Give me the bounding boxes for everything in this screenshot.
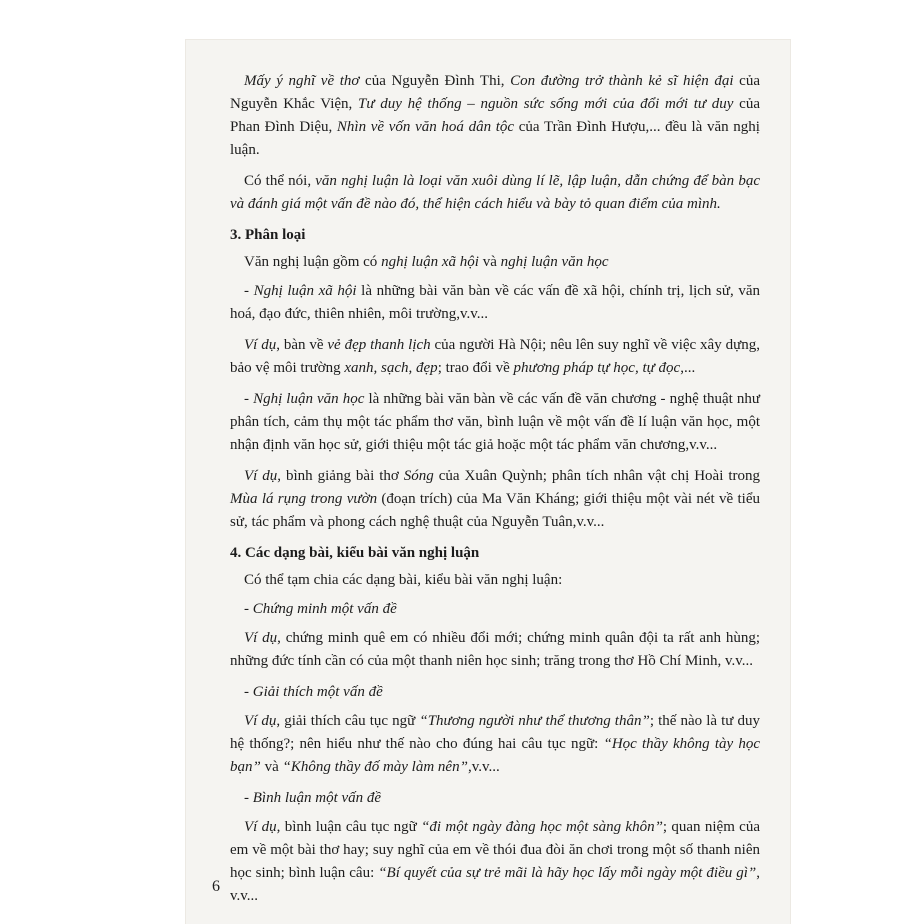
body-paragraph bbox=[230, 170, 760, 216]
section-heading bbox=[230, 224, 760, 247]
italic-text: “Bí quyết của sự trẻ mãi là hãy học lấy mỗi ngày một điều gì” bbox=[378, 865, 757, 881]
body-paragraph bbox=[230, 388, 760, 457]
text-run: là những bài văn bàn về các vấn đề xã hội, chính trị, lịch sử, văn hoá, đạo đức, thiên nhiên, môi trường,v.v... bbox=[230, 283, 761, 322]
italic-text: văn nghị luận là loại văn xuôi dùng lí lẽ, lập luận, dẫn chứng để bàn bạc và đánh giá một vấn đề nào đó, thể hiện cách hiểu và bày tỏ quan điểm của mình. bbox=[230, 173, 760, 212]
italic-text: Sóng bbox=[403, 468, 434, 484]
page-body-text bbox=[230, 70, 760, 916]
text-run: Có thể tạm chia các dạng bài, kiểu bài văn nghị luận: bbox=[244, 572, 563, 588]
text-run: , bình luận câu tục ngữ bbox=[276, 819, 422, 835]
book-page bbox=[186, 40, 790, 924]
text-run: của Nguyễn Đình Thi, bbox=[359, 73, 511, 89]
body-paragraph bbox=[230, 816, 760, 908]
italic-text: Giải thích một vấn đề bbox=[252, 684, 383, 700]
italic-text: Nghị luận xã hội bbox=[253, 283, 357, 299]
body-paragraph bbox=[230, 598, 760, 621]
text-run: và bbox=[478, 254, 501, 270]
text-run: , bàn về bbox=[276, 337, 328, 353]
text-run: của Trần Đình Hượu,... đều là văn nghị luận. bbox=[230, 119, 760, 158]
text-run: ,... bbox=[680, 360, 696, 376]
body-paragraph bbox=[230, 280, 760, 326]
italic-text: Bình luận một vấn đề bbox=[252, 790, 382, 806]
page-number: 6 bbox=[212, 878, 220, 895]
italic-text: “Học thầy không tày học bạn” bbox=[230, 736, 760, 775]
italic-text: nghị luận xã hội bbox=[381, 254, 479, 270]
italic-text: “Không thầy đố mày làm nên” bbox=[282, 759, 468, 775]
text-run: là những bài văn bàn về các vấn đề văn chương - nghệ thuật như phân tích, cảm thụ một tác phẩm thơ văn, bình luận về một vấn đề lí luận văn học, một nhận định văn học sử, giới thiệu một tác giả hoặc một tác phẩm văn chương,v.v... bbox=[230, 391, 761, 453]
italic-text: vẻ đẹp thanh lịch bbox=[327, 337, 431, 353]
body-paragraph bbox=[230, 569, 760, 592]
italic-text: Nhìn về vốn văn hoá dân tộc bbox=[336, 119, 515, 135]
text-run: Văn nghị luận gồm có bbox=[244, 254, 382, 270]
text-run: 4. Các dạng bài, kiểu bài văn nghị luận bbox=[230, 545, 480, 561]
text-run: ; thế nào là tư duy hệ thống?; nên hiểu như thế nào cho đúng hai câu tục ngữ: bbox=[230, 713, 760, 752]
text-run: của Xuân Quỳnh; phân tích nhân vật chị Hoài trong bbox=[433, 468, 760, 484]
italic-text: “đi một ngày đàng học một sàng khôn” bbox=[421, 819, 663, 835]
italic-text: Chứng minh một vấn đề bbox=[252, 601, 397, 617]
text-run: của Nguyễn Khắc Viện, bbox=[230, 73, 760, 112]
text-run: - bbox=[244, 283, 254, 299]
italic-text: Ví dụ bbox=[244, 819, 277, 835]
section-heading bbox=[230, 542, 760, 565]
text-run: , v.v... bbox=[230, 865, 760, 904]
text-run: (đoạn trích) của Ma Văn Kháng; giới thiệu một vài nét về tiểu sử, tác phẩm và phong cách nghệ thuật của Nguyễn Tuân,v.v... bbox=[230, 491, 761, 530]
italic-text: Ví dụ bbox=[244, 713, 277, 729]
text-run: và bbox=[260, 759, 283, 775]
text-run: của Phan Đình Diệu, bbox=[230, 96, 760, 135]
body-paragraph bbox=[230, 681, 760, 704]
text-run: ; trao đổi về bbox=[437, 360, 514, 376]
italic-text: Mấy ý nghĩ về thơ bbox=[244, 73, 360, 89]
italic-text: Ví dụ bbox=[244, 630, 278, 646]
italic-text: Ví dụ bbox=[244, 337, 277, 353]
italic-text: “Thương người như thể thương thân” bbox=[419, 713, 650, 729]
italic-text: Con đường trở thành kẻ sĩ hiện đại bbox=[510, 73, 734, 89]
text-run: 3. Phân loại bbox=[230, 227, 306, 243]
text-run: của người Hà Nội; nêu lên suy nghĩ về việc xây dựng, bảo vệ môi trường bbox=[230, 337, 760, 376]
body-paragraph bbox=[230, 251, 760, 274]
text-run: - bbox=[244, 391, 254, 407]
text-run: - bbox=[244, 790, 253, 806]
body-paragraph bbox=[230, 627, 760, 673]
text-run: - bbox=[244, 684, 253, 700]
italic-text: Ví dụ bbox=[244, 468, 278, 484]
body-paragraph bbox=[230, 787, 760, 810]
body-paragraph bbox=[230, 70, 760, 162]
text-run: , chứng minh quê em có nhiều đổi mới; chứng minh quân đội ta rất anh hùng; những đức tính cần có của một thanh niên học sinh; trăng trong thơ Hồ Chí Minh, v.v... bbox=[230, 630, 760, 669]
italic-text: Tư duy hệ thống – nguồn sức sống mới của đổi mới tư duy bbox=[357, 96, 734, 112]
body-paragraph bbox=[230, 465, 760, 534]
body-paragraph bbox=[230, 334, 760, 380]
text-run: ,v.v... bbox=[467, 759, 500, 775]
body-paragraph bbox=[230, 710, 760, 779]
text-run: , bình giảng bài thơ bbox=[277, 468, 404, 484]
italic-text: phương pháp tự học, tự đọc bbox=[513, 360, 681, 376]
italic-text: Mùa lá rụng trong vườn bbox=[230, 491, 378, 507]
italic-text: nghị luận văn học bbox=[500, 254, 609, 270]
text-run: Có thể nói, bbox=[244, 173, 316, 189]
text-run: ; quan niệm của em về một bài thơ hay; suy nghĩ của em về thói đua đòi ăn chơi trong một số thanh niên học sinh; bình luận câu: bbox=[230, 819, 760, 881]
italic-text: xanh, sạch, đẹp bbox=[344, 360, 438, 376]
text-run: - bbox=[244, 601, 253, 617]
text-run: , giải thích câu tục ngữ bbox=[276, 713, 420, 729]
italic-text: Nghị luận văn học bbox=[253, 391, 365, 407]
